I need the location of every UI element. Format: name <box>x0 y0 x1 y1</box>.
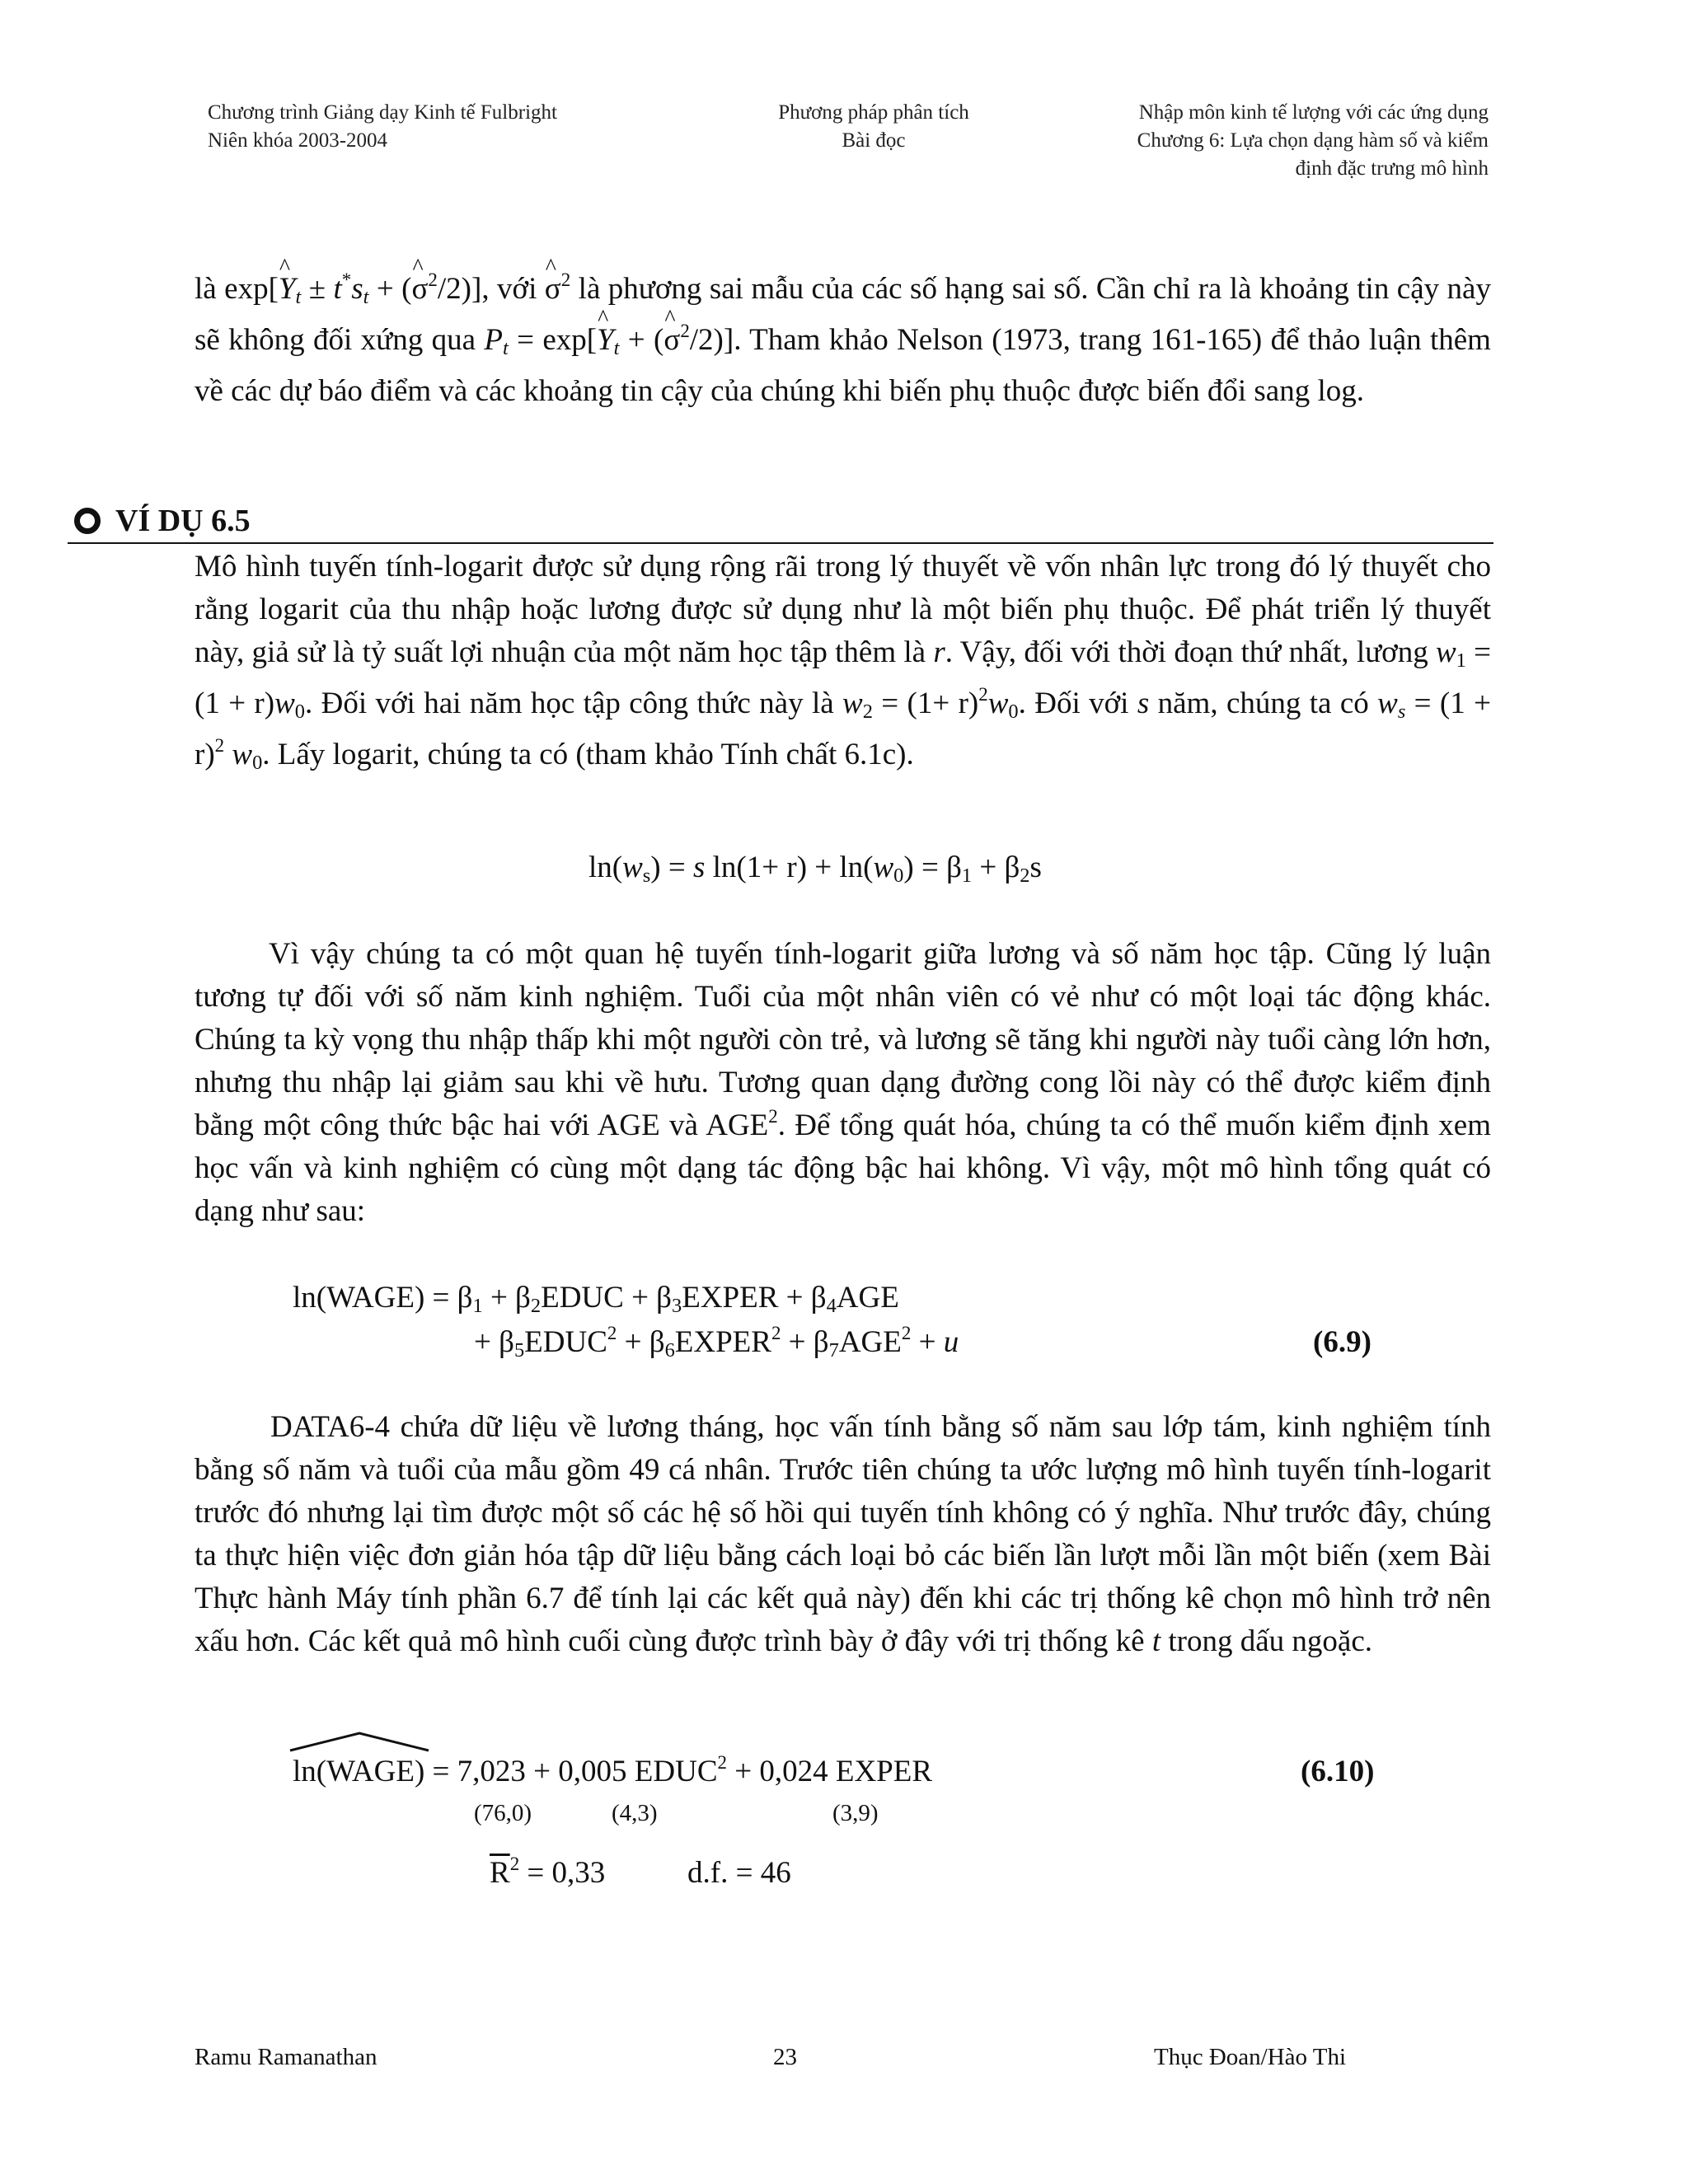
header-year: Niên khóa 2003-2004 <box>208 129 388 152</box>
equation-number-6-10: (6.10) <box>1301 1755 1375 1788</box>
sigma-hat-symbol-2: ^ σ <box>545 268 561 311</box>
equation-log-wage: $\ln(w_s) = s$ $\ln(1+ r) + \ln(w_0) = \beta_1 + \beta_2s$ <box>588 851 1042 888</box>
t-stat-constant: (76,0) <box>474 1800 532 1826</box>
header-book: Nhập môn kinh tế lượng với các ứng dụng <box>1138 101 1489 124</box>
sigma-hat-symbol: ^ σ <box>411 268 428 311</box>
y-hat-symbol: ^ Y <box>279 268 296 311</box>
circle-bullet-icon <box>74 508 101 534</box>
paragraph-age-effect: Vì vậy chúng ta có một quan hệ tuyến tính-logarit giữa lương và số năm học tập. Cũng lý luận tương tự đối với số năm kinh nghiệm. Tuổi của một nhân viên có vẻ như có một loại tác động khác. Chúng ta kỳ vọng thu nhập thấp khi một người còn trẻ, và lương sẽ tăng khi người này tuổi càng lớn hơn, nhưng thu nhập lại giảm sau khi về hưu. Tương quan dạng đường cong lồi này có thể được kiểm định bằng một công thức bậc hai với AGE và AGE$^2$. Để tổng quát hóa, chúng ta có thể muốn kiểm định xem học vấn và kinh nghiệm có cùng một dạng tác động bậc hai không. Vì vậy, một mô hình tổng quát có dạng như sau: <box>195 937 1491 1228</box>
degrees-of-freedom: d.f. = 46 <box>687 1856 791 1890</box>
t-stat-educ2: (4,3) <box>612 1800 658 1826</box>
y-hat-symbol-2: ^ Y <box>597 319 614 362</box>
intro-paragraph: là exp[^ $Y_t \pm t^*s_t$ + (^ $\sigma^2/2$)], với ^ $\sigma^2$ là phương sai mẫu của các số hạng sai số. Cần chỉ ra là khoảng tin cậy này sẽ không đối xứng qua $P_t$ = exp[^ $Y_t$ + (^ $\sigma^2/2$)]. Tham khảo Nelson (1973, trang 161-165) để thảo luận thêm về các dự báo điểm và các khoảng tin cậy của chúng khi biến phụ thuộc được biến đổi sang log. <box>195 268 1491 413</box>
footer-translators: Thục Đoan/Hào Thi <box>1154 2044 1347 2070</box>
hat-arc-icon <box>288 1731 430 1752</box>
header-middle <box>676 99 1071 155</box>
footer-author: Ramu Ramanathan <box>195 2044 377 2070</box>
equation-6-9-line2: + $\beta_5EDUC^2$ + $\beta_6EXPER^2 + \beta_7AGE^2 + u$ <box>474 1323 959 1362</box>
header-program: Chương trình Giảng dạy Kinh tế Fulbright <box>208 101 557 124</box>
header-right <box>1030 99 1489 183</box>
sigma-hat-symbol-3: ^ σ <box>663 319 680 362</box>
header-chapter: Chương 6: Lựa chọn dạng hàm số và kiểm <box>1137 129 1489 152</box>
heading-rule <box>68 542 1493 544</box>
header-course: Phương pháp phân tích <box>778 101 969 124</box>
example-heading <box>74 501 251 541</box>
paragraph-data-description: DATA6-4 chứa dữ liệu về lương tháng, học vấn tính bằng số năm sau lớp tám, kinh nghiệm tính bằng số năm và tuổi của mẫu gồm 49 cá nhân. Trước tiên chúng ta ước lượng mô hình tuyến tính-logarit trước đó nhưng lại tìm được một số các hệ số hồi qui tuyến tính không có ý nghĩa. Như trước đây, chúng ta thực hiện việc đơn giản hóa tập dữ liệu bằng cách loại bỏ các biến lần lượt mỗi lần một biến (xem Bài Thực hành Máy tính phần 6.7 để tính lại các kết quả này) đến khi các trị thống kê chọn mô hình trở nên xấu hơn. Các kết quả mô hình cuối cùng được trình bày ở đây với trị thống kê t trong dấu ngoặc. <box>195 1410 1491 1658</box>
equation-6-9-line1: ln(WAGE) = $\beta_1$ + $\beta_2EDUC$ + $\beta_3EXPER + \beta_4AGE$ <box>293 1281 899 1318</box>
example-title: VÍ DỤ 6.5 <box>115 504 251 538</box>
r-squared-adjusted: $\overline{R}^2 = 0,33$ <box>490 1854 606 1890</box>
paragraph-human-capital: Mô hình tuyến tính-logarit được sử dụng rộng rãi trong lý thuyết về vốn nhân lực trong đó lý thuyết cho rằng logarit của thu nhập hoặc lương được sử dụng như là một biến phụ thuộc. Để phát triển lý thuyết này, giả sử là tỷ suất lợi nhuận của một năm học tập thêm là r. Vậy, đối với thời đoạn thứ nhất, lương $w_1 = (1 + r)w_0$. Đối với hai năm học tập công thức này là $w_2 = (1+ r)^2w_0$. Đối với s năm, chúng ta có $w_s = (1 + r)^2$ $w_0$. Lấy logarit, chúng ta có (tham khảo Tính chất 6.1c). <box>195 550 1491 775</box>
equation-6-10: ln(WAGE) = 7,023 + 0,005 $EDUC^2 + 0,024$ EXPER <box>293 1752 933 1788</box>
footer-page-number: 23 <box>773 2044 797 2070</box>
equation-number-6-9: (6.9) <box>1313 1325 1372 1359</box>
header-chapter-cont: định đặc trưng mô hình <box>1295 157 1489 180</box>
header-type: Bài đọc <box>842 129 906 152</box>
header-left <box>208 99 557 155</box>
t-stat-exper: (3,9) <box>832 1800 879 1826</box>
